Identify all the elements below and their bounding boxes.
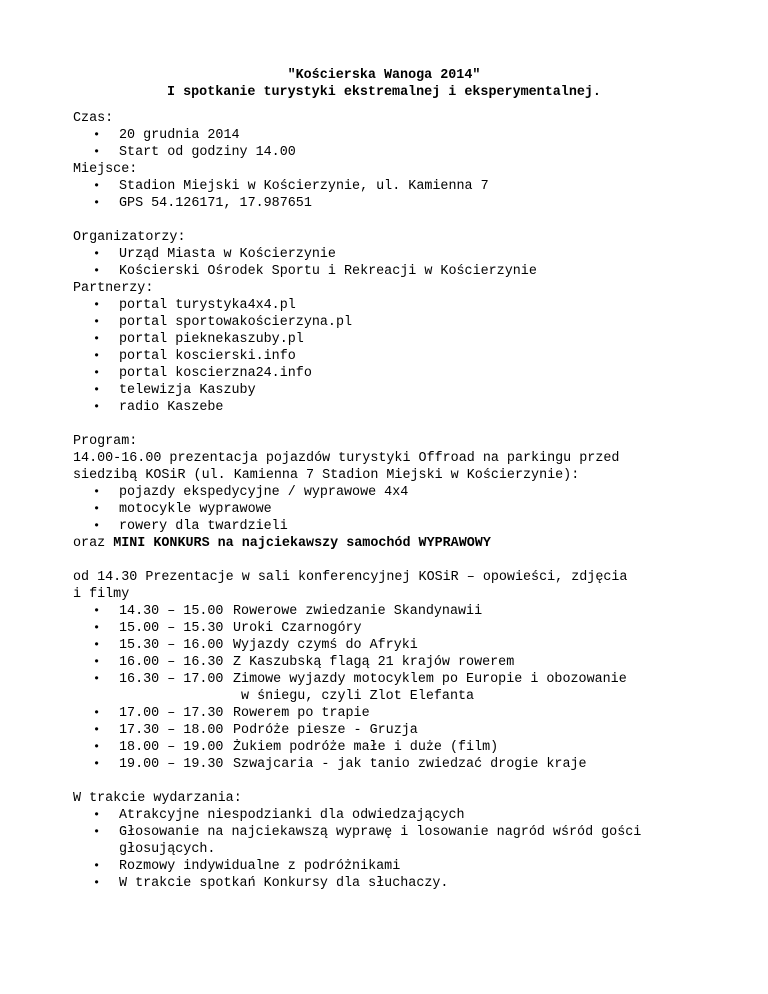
bullet-icon: • — [93, 740, 101, 754]
bullet-icon: • — [93, 485, 101, 499]
bullet-icon: • — [93, 128, 101, 142]
session-time: 17.00 – 17.30 — [119, 706, 224, 721]
bullet-icon: • — [93, 706, 101, 720]
wydarzenie-item-continued: głosujących. — [119, 842, 216, 857]
document-subtitle: I spotkanie turystyki ekstremalnej i eksperymentalnej. — [167, 85, 601, 100]
prezentacje-intro: i filmy — [73, 587, 130, 602]
bullet-icon: • — [93, 264, 101, 278]
wydarzenia-heading: W trakcie wydarzania: — [73, 791, 242, 806]
bullet-icon: • — [93, 757, 101, 771]
document-title: "Kościerska Wanoga 2014" — [287, 68, 481, 83]
bullet-icon: • — [93, 383, 101, 397]
program-item: rowery dla twardzieli — [119, 519, 288, 534]
bullet-icon: • — [93, 179, 101, 193]
bullet-icon: • — [93, 672, 101, 686]
session-title-continued: w śniegu, czyli Zlot Elefanta — [233, 689, 475, 704]
bullet-icon: • — [93, 808, 101, 822]
bullet-icon: • — [93, 621, 101, 635]
partner-item: telewizja Kaszuby — [119, 383, 256, 398]
bullet-icon: • — [93, 196, 101, 210]
program-heading: Program: — [73, 434, 138, 449]
bullet-icon: • — [93, 519, 101, 533]
miejsce-item: Stadion Miejski w Kościerzynie, ul. Kamienna 7 — [119, 179, 489, 194]
konkurs-line — [73, 535, 491, 552]
session-title: Z Kaszubską flagą 21 krajów rowerem — [233, 655, 515, 670]
organizatorzy-heading: Organizatorzy: — [73, 230, 186, 245]
partner-item: portal koscierzna24.info — [119, 366, 312, 381]
bullet-icon: • — [93, 876, 101, 890]
session-time: 19.00 – 19.30 — [119, 757, 224, 772]
session-time: 16.00 – 16.30 — [119, 655, 224, 670]
konkurs-title: MINI KONKURS na najciekawszy samochód WYPRAWOWY — [113, 536, 491, 551]
bullet-icon: • — [93, 825, 101, 839]
bullet-icon: • — [93, 604, 101, 618]
program-intro: siedzibą KOSiR (ul. Kamienna 7 Stadion Miejski w Kościerzynie): — [73, 468, 580, 483]
bullet-icon: • — [93, 400, 101, 414]
bullet-icon: • — [93, 655, 101, 669]
wydarzenie-item: Głosowanie na najciekawszą wyprawę i losowanie nagród wśród gości — [119, 825, 642, 840]
bullet-icon: • — [93, 247, 101, 261]
bullet-icon: • — [93, 502, 101, 516]
session-time: 17.30 – 18.00 — [119, 723, 224, 738]
bullet-icon: • — [93, 332, 101, 346]
miejsce-heading: Miejsce: — [73, 162, 138, 177]
czas-heading: Czas: — [73, 111, 114, 126]
session-time: 18.00 – 19.00 — [119, 740, 224, 755]
organizator-item: Urząd Miasta w Kościerzynie — [119, 247, 336, 262]
prezentacje-intro: od 14.30 Prezentacje w sali konferencyjnej KOSiR – opowieści, zdjęcia — [73, 570, 628, 585]
program-intro: 14.00-16.00 prezentacja pojazdów turystyki Offroad na parkingu przed — [73, 451, 620, 466]
session-title: Wyjazdy czymś do Afryki — [233, 638, 418, 653]
partner-item: portal sportowakościerzyna.pl — [119, 315, 353, 330]
bullet-icon: • — [93, 315, 101, 329]
bullet-icon: • — [93, 859, 101, 873]
partner-item: portal koscierski.info — [119, 349, 296, 364]
session-time: 14.30 – 15.00 — [119, 604, 224, 619]
wydarzenie-item: W trakcie spotkań Konkursy dla słuchaczy. — [119, 876, 449, 891]
session-title: Szwajcaria - jak tanio zwiedzać drogie kraje — [233, 757, 587, 772]
program-item: pojazdy ekspedycyjne / wyprawowe 4x4 — [119, 485, 409, 500]
bullet-icon: • — [93, 298, 101, 312]
bullet-icon: • — [93, 366, 101, 380]
konkurs-prefix: oraz — [73, 536, 114, 551]
session-title: Rowerowe zwiedzanie Skandynawii — [233, 604, 483, 619]
partner-item: portal pieknekaszuby.pl — [119, 332, 304, 347]
bullet-icon: • — [93, 145, 101, 159]
session-title: Podróże piesze - Gruzja — [233, 723, 418, 738]
session-title: Żukiem podróże małe i duże (film) — [233, 740, 499, 755]
organizator-item: Kościerski Ośrodek Sportu i Rekreacji w Kościerzynie — [119, 264, 537, 279]
partnerzy-heading: Partnerzy: — [73, 281, 154, 296]
session-time: 15.00 – 15.30 — [119, 621, 224, 636]
session-title: Rowerem po trapie — [233, 706, 370, 721]
wydarzenie-item: Rozmowy indywidualne z podróżnikami — [119, 859, 401, 874]
session-title: Uroki Czarnogóry — [233, 621, 362, 636]
bullet-icon: • — [93, 723, 101, 737]
program-item: motocykle wyprawowe — [119, 502, 272, 517]
bullet-icon: • — [93, 638, 101, 652]
czas-item: 20 grudnia 2014 — [119, 128, 240, 143]
wydarzenie-item: Atrakcyjne niespodzianki dla odwiedzających — [119, 808, 465, 823]
session-title: Zimowe wyjazdy motocyklem po Europie i obozowanie — [233, 672, 627, 687]
miejsce-item: GPS 54.126171, 17.987651 — [119, 196, 312, 211]
bullet-icon: • — [93, 349, 101, 363]
czas-item: Start od godziny 14.00 — [119, 145, 296, 160]
partner-item: radio Kaszebe — [119, 400, 224, 415]
session-time: 16.30 – 17.00 — [119, 672, 224, 687]
partner-item: portal turystyka4x4.pl — [119, 298, 296, 313]
session-time: 15.30 – 16.00 — [119, 638, 224, 653]
